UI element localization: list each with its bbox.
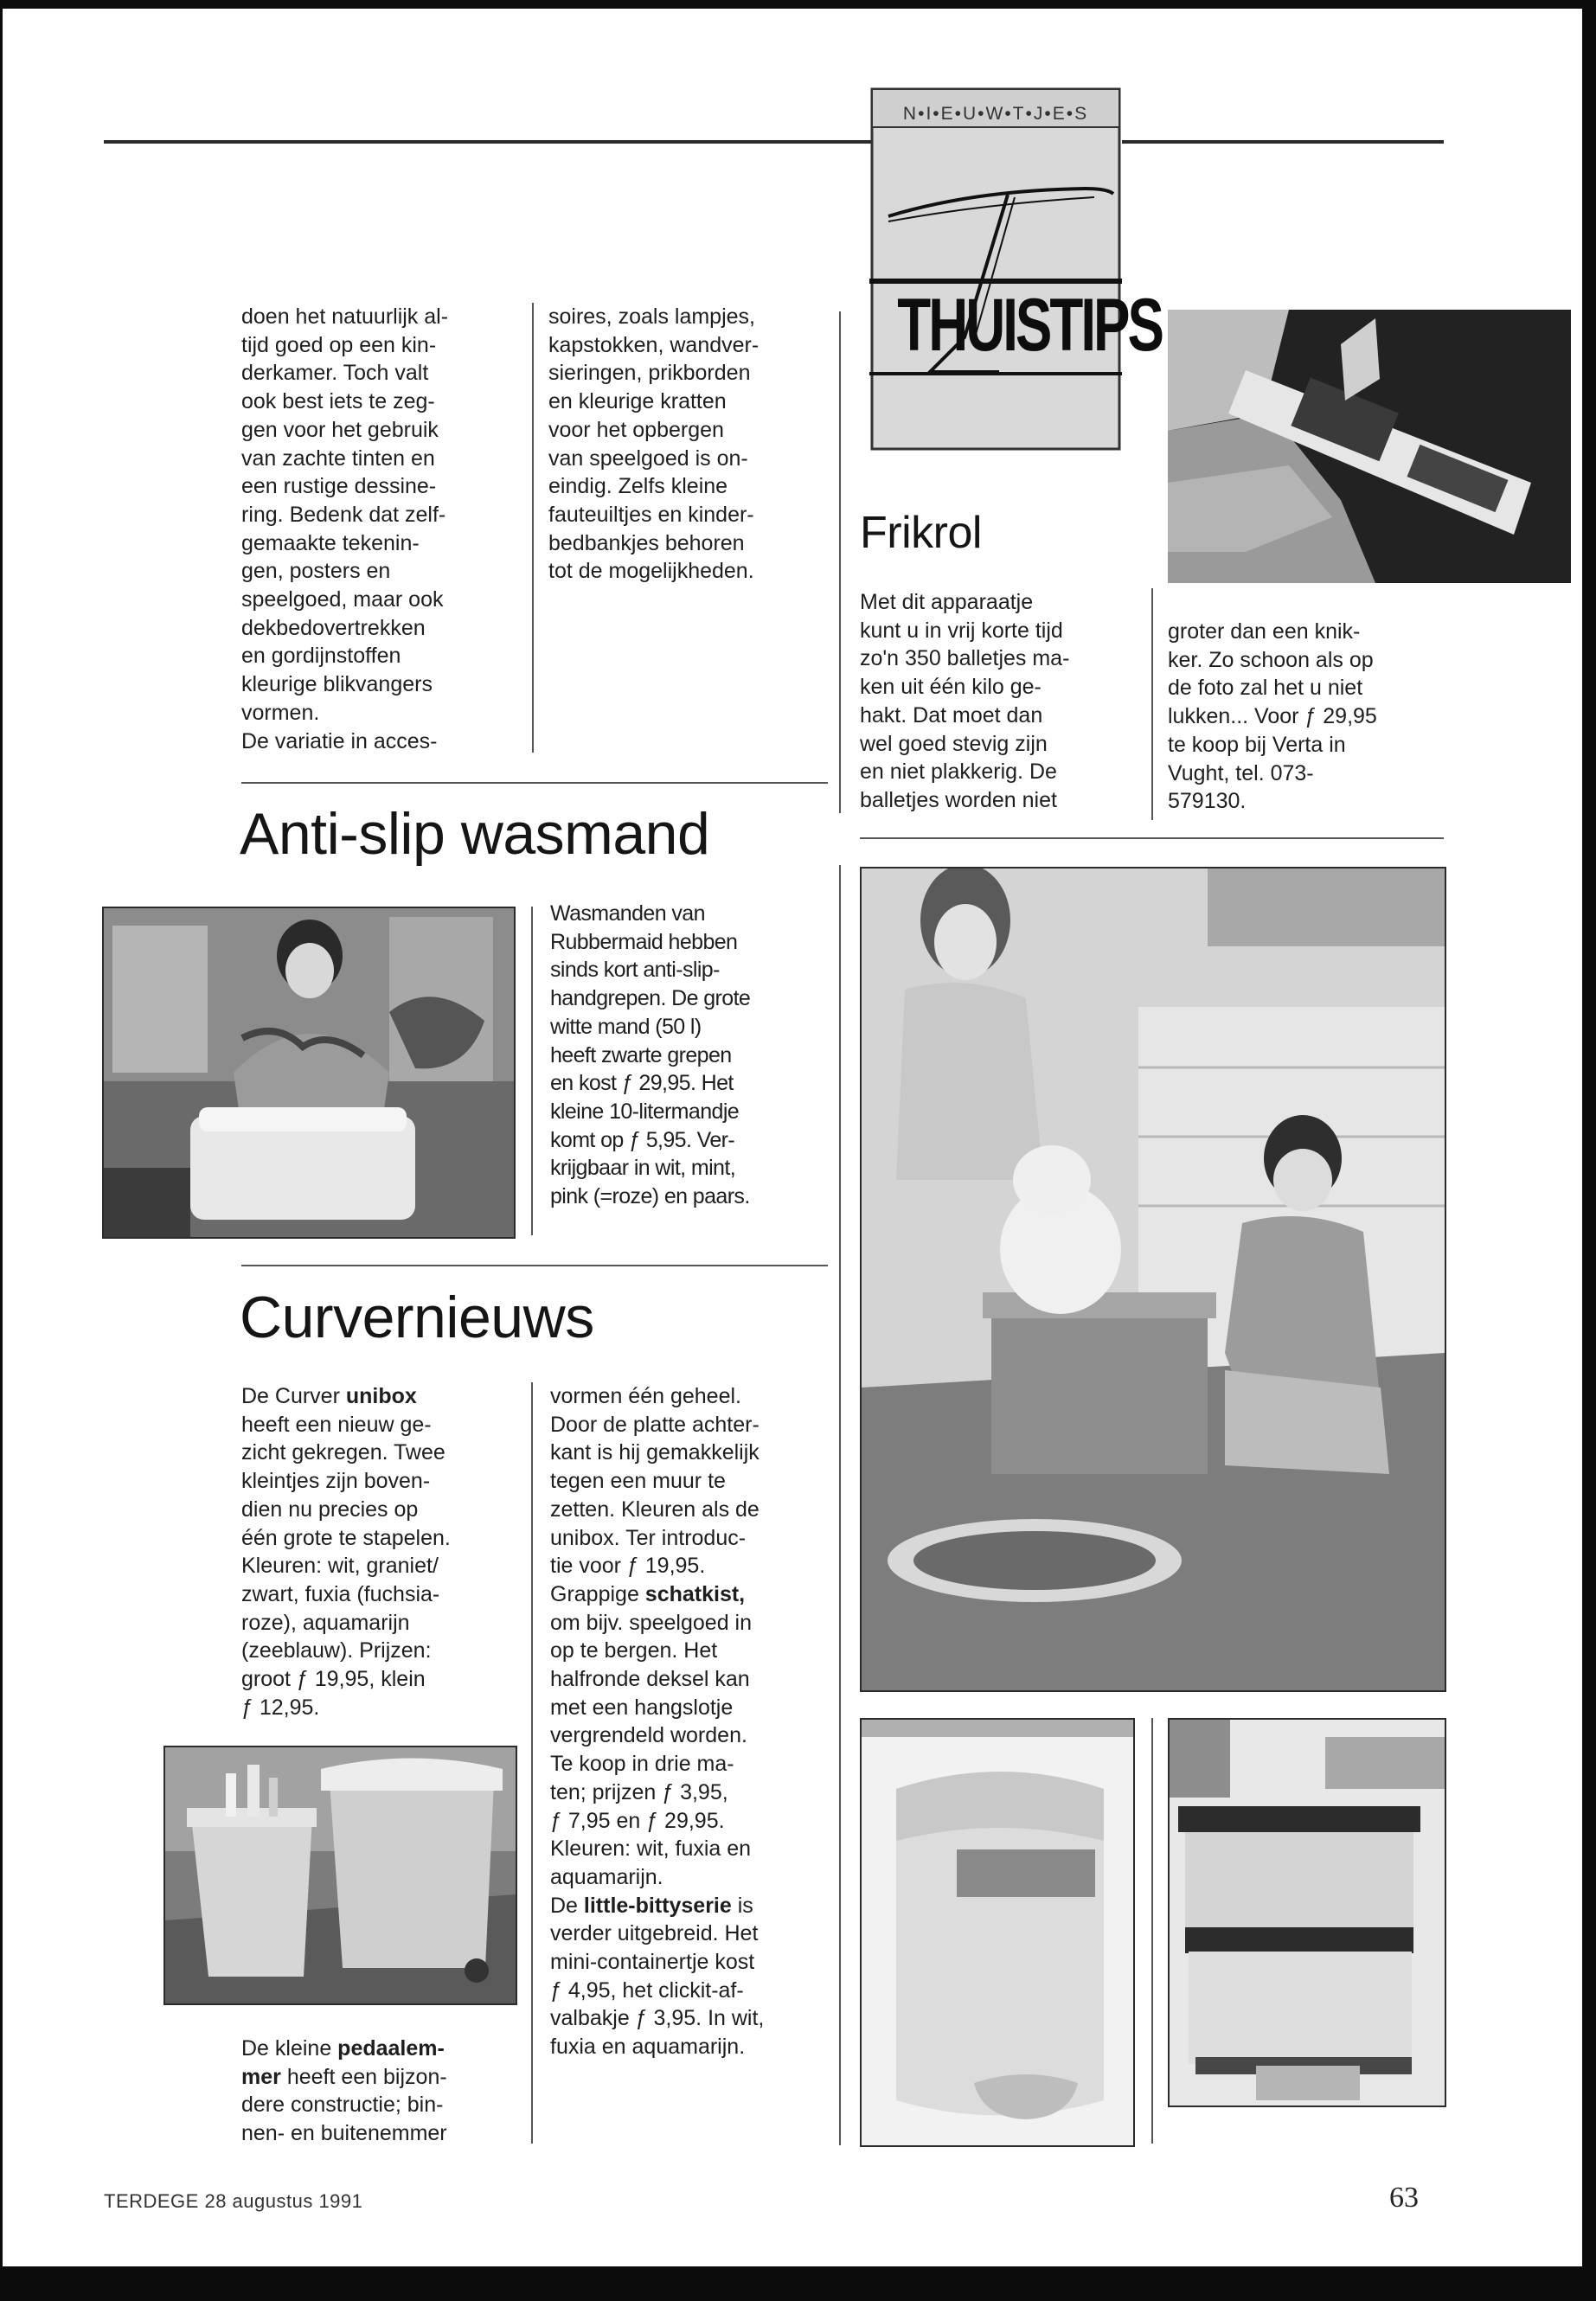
- intro-column-divider: [532, 303, 534, 753]
- intro-column-2: soires, zoals lampjes, kapstokken, wandver- sieringen, prikborden en kleurige kratten voor het opbergen van speelgoed is on- eindig. Zelfs kleine fauteuiltjes en kinder- bedbankjes behoren tot de mogelijkheden.: [548, 304, 760, 584]
- page-number: 63: [1389, 2182, 1419, 2214]
- page-border-left: [0, 0, 3, 2301]
- page-border-right: [1582, 0, 1596, 2301]
- intro-column-1: doen het natuurlijk al- tijd goed op een kin- derkamer. Toch valt ook best iets te zeg- gen voor het gebruik van zachte tinten en een rustige dessine- ring. Bedenk dat zelf- gemaakte tekenin- gen, posters en speelgoed, maar ook dekbedovertrekken en gordijnstoffen kleurige blikvangers vormen. De variatie in acces-: [241, 304, 449, 753]
- stacking-boxes-photo: [1168, 1718, 1446, 2107]
- wasmand-photo: [102, 907, 516, 1239]
- photo-divider: [1151, 1718, 1153, 2144]
- footer-publication: TERDEGE 28 augustus 1991: [104, 2190, 363, 2212]
- header-rule-left: [104, 140, 871, 144]
- pedaalemmer-photo: [860, 1718, 1135, 2147]
- frikrol-left-divider: [839, 311, 841, 813]
- curver-column-2: vormen één geheel. Door de platte achter- kant is hij gemakkelijk tegen een muur te zetten. Kleuren als de unibox. Ter introduc- tie voor ƒ 19,95. Grappige schatkist, om bijv. speelgoed in op te bergen. Het halfronde deksel kan met een hangslotje vergrendeld worden. Te koop in drie ma- ten; prijzen ƒ 3,95, ƒ 7,95 en ƒ 29,95. Kleuren: wit, fuxia en aquamarijn. De little-bittyserie is verder uitgebreid. Het mini-containertje kost ƒ 4,95, het clickit-af- valbakje ƒ 3,95. In wit, fuxia en aquamarijn.: [550, 1382, 836, 2061]
- section-label: N•I•E•U•W•T•J•E•S: [902, 104, 1089, 124]
- thuistips-logo: [869, 87, 1163, 452]
- pedaalemmer-text: De kleine pedaalem- mer heeft een bijzon- dere constructie; bin- nen- en buitenemmer: [241, 2035, 518, 2148]
- little-bitty-line: De little-bittyserie is: [550, 1893, 753, 1918]
- curver-title: Curvernieuws: [240, 1285, 594, 1350]
- schatkist-line: Grappige schatkist,: [550, 1581, 746, 1606]
- header-rule-right: [1122, 140, 1444, 144]
- unibox-line: De Curver unibox: [241, 1384, 417, 1408]
- logo-graphic: [869, 87, 1163, 452]
- wasmand-column-divider: [531, 907, 533, 1235]
- wasmand-title: Anti-slip wasmand: [240, 801, 710, 867]
- right-column-divider: [839, 865, 841, 2145]
- curver-column-divider: [531, 1382, 533, 2144]
- logo-text: THUISTIPS: [897, 284, 1163, 367]
- pedaalemmer-line-1: De kleine pedaalem-: [241, 2036, 445, 2061]
- pedaalemmer-line-2: mer heeft een bijzon-: [241, 2064, 447, 2089]
- frikrol-photo: [1168, 310, 1571, 583]
- curver-column-1: De Curver unibox heeft een nieuw ge- zicht gekregen. Twee kleintjes zijn boven- dien nu precies op één grote te stapelen. Kleuren: wit, graniet/ zwart, fuxia (fuchsia- roze), aquamarijn (zeeblauw). Prijzen: groot ƒ 19,95, klein ƒ 12,95.: [241, 1382, 518, 1721]
- frikrol-column-2: groter dan een knik- ker. Zo schoon als op de foto zal het u niet lukken... Voor ƒ 29,95 te koop bij Verta in Vught, tel. 073- 579130.: [1168, 619, 1377, 814]
- unibox-photo: [163, 1746, 517, 2005]
- frikrol-bottom-rule: [860, 837, 1444, 839]
- curver-top-rule: [241, 1265, 828, 1266]
- frikrol-column-divider: [1151, 588, 1153, 820]
- wasmand-top-rule: [241, 782, 828, 784]
- wasmand-text: Wasmanden van Rubbermaid hebben sinds kort anti-slip- handgrepen. De grote witte mand (50 l) heeft zwarte grepen en kost ƒ 29,95. Het kleine 10-litermandje komt op ƒ 5,95. Ver- krijgbaar in wit, mint, pink (=roze) en paars.: [550, 901, 751, 1209]
- page-border-bottom: [0, 2266, 1596, 2301]
- frikrol-title: Frikrol: [860, 508, 982, 558]
- frikrol-column-1: Met dit apparaatje kunt u in vrij korte tijd zo'n 350 balletjes ma- ken uit één kilo ge- hakt. Dat moet dan wel goed stevig zijn en niet plakkerig. De balletjes worden niet: [860, 590, 1070, 812]
- children-schatkist-photo: [860, 867, 1446, 1692]
- page-border-top: [0, 0, 1596, 9]
